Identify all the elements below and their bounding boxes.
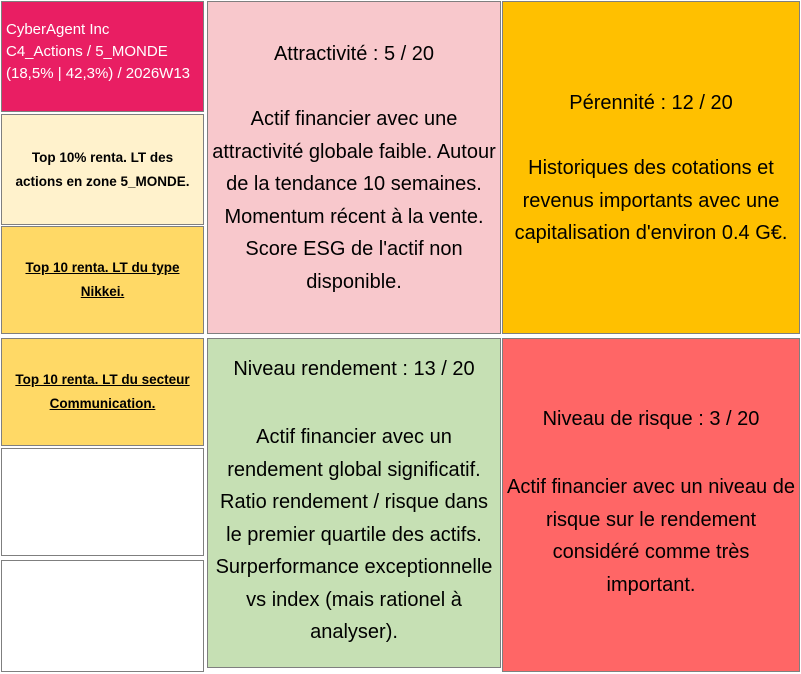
rendement-block <box>207 338 501 668</box>
top10-sector-cell[interactable] <box>1 338 204 446</box>
perennite-block <box>502 1 800 334</box>
attractivite-title: Attractivité : 5 / 20 <box>273 43 435 65</box>
asset-name: CyberAgent Inc <box>6 21 110 38</box>
risque-block <box>502 338 800 672</box>
perennite-description: Historiques des cotations et revenus importants avec une capitalisation d'environ 0.4 G€. <box>514 157 788 244</box>
attractivite-block <box>207 1 501 334</box>
top10-type-cell[interactable] <box>1 226 204 334</box>
risque-title: Niveau de risque : 3 / 20 <box>542 408 760 430</box>
top10-sector-link[interactable]: Top 10 renta. LT du secteur Communication. <box>15 372 190 411</box>
perennite-title: Pérennité : 12 / 20 <box>569 92 733 114</box>
attractivite-description: Actif financier avec une attractivité globale faible. Autour de la tendance 10 semaines. Momentum récent à la vente. Score ESG de l'actif non disponible. <box>212 108 496 293</box>
empty-cell <box>1 448 204 556</box>
rendement-description: Actif financier avec un rendement global significatif. Ratio rendement / risque dans le premier quartile des actifs. Surperformance exceptionnelle vs index (mais rationel à analyser). <box>215 426 493 643</box>
top10-type-link[interactable]: Top 10 renta. LT du type Nikkei. <box>25 260 180 299</box>
rendement-title: Niveau rendement : 13 / 20 <box>233 358 475 380</box>
empty-cell <box>1 560 204 672</box>
risque-description: Actif financier avec un niveau de risque sur le rendement considéré comme très important. <box>507 476 795 596</box>
top10-zone-label: Top 10% renta. LT des actions en zone 5_MONDE. <box>15 149 190 189</box>
asset-header <box>1 1 204 112</box>
asset-category: C4_Actions / 5_MONDE <box>6 43 168 60</box>
asset-stats: (18,5% | 42,3%) / 2026W13 <box>6 65 190 82</box>
top10-zone-cell <box>1 114 204 225</box>
